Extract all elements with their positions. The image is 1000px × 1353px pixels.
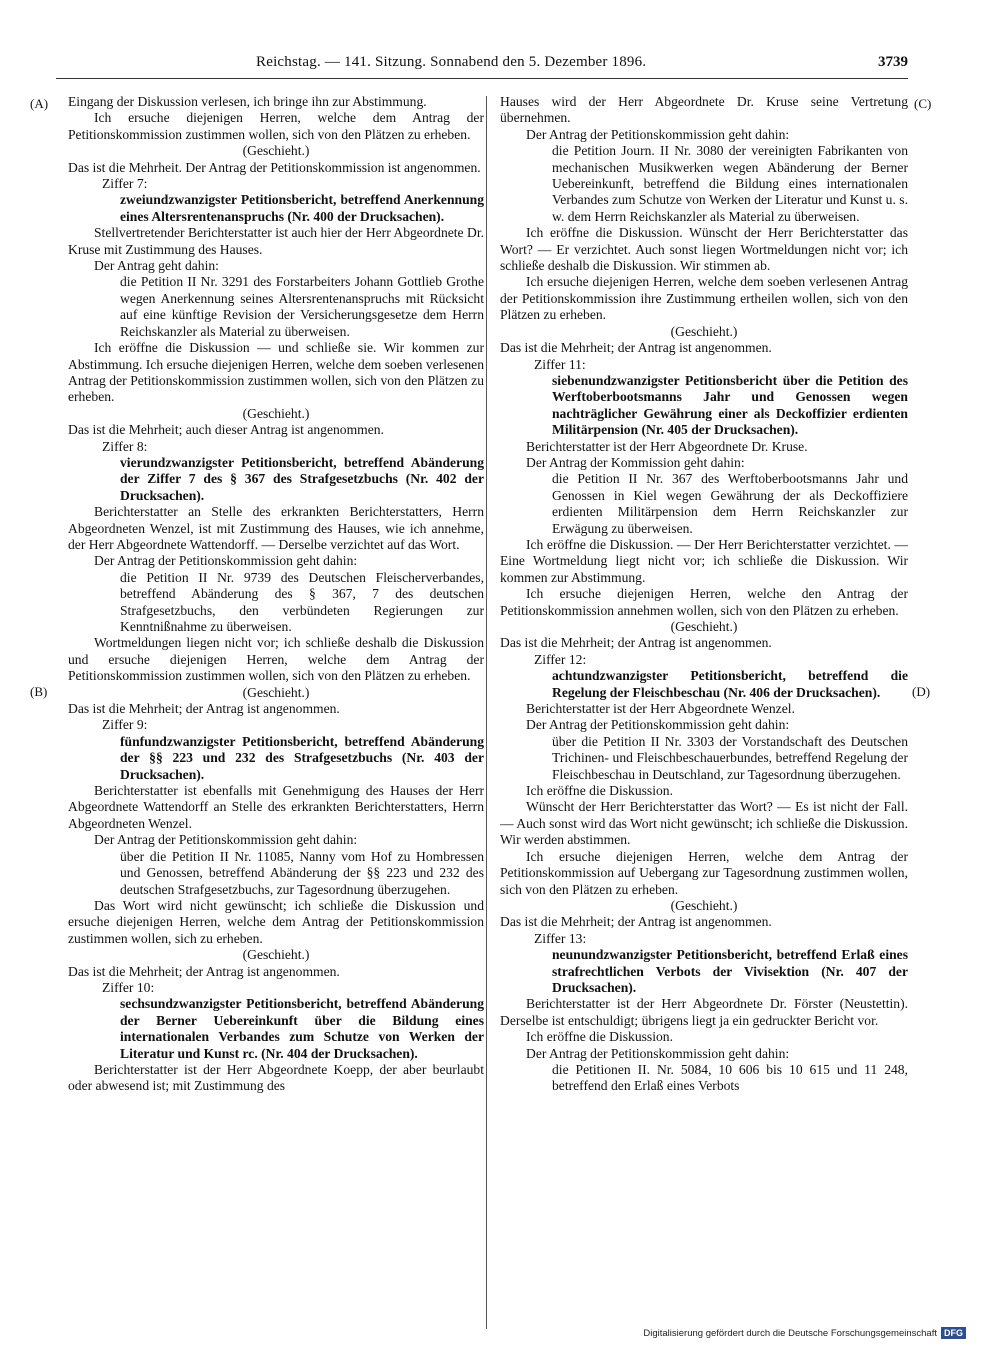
right-paragraph: die Petitionen II. Nr. 5084, 10 606 bis 10 615 und 11 248, betreffend den Erlaß eines Verbots xyxy=(552,1061,908,1094)
right-paragraph: Berichterstatter ist der Herr Abgeordnete Dr. Förster (Neustettin). Derselbe ist entschuldigt; übrigens liegt ja ein gedruckter Bericht vor. xyxy=(500,996,908,1028)
right-paragraph: die Petition II Nr. 367 des Werftoberbootsmanns Jahr und Genossen in Kiel wegen Gewährung der als Deckoffiziere erdienten Militärpension dem Herrn Reichskanzler zur Erwägung zu überweisen. xyxy=(552,471,908,536)
right-column xyxy=(500,94,908,1095)
left-paragraph: die Petition II Nr. 3291 des Forstarbeiters Johann Gottlieb Grothe wegen Anerkennung seines Altersrentenanspruchs mit Rücksicht auf eine künftige Revision der Versicherungsgesetze dem Herrn Reichskanzler als Material zu überweisen. xyxy=(120,274,484,339)
left-paragraph: (Geschieht.) xyxy=(242,405,310,421)
margin-marker-b: (B) xyxy=(30,684,48,699)
left-paragraph: fünfundzwanzigster Petitionsbericht, betreffend Abänderung der §§ 223 und 232 des Strafgesetzbuchs (Nr. 403 der Drucksachen). xyxy=(120,733,484,782)
left-paragraph: Das ist die Mehrheit. Der Antrag der Petitionskommission ist angenommen. xyxy=(68,159,481,175)
right-paragraph: Der Antrag der Petitionskommission geht dahin: xyxy=(526,717,790,733)
right-paragraph: die Petition Journ. II Nr. 3080 der vereinigten Fabrikanten von mechanischen Musikwerken wegen Abänderung der Berner Uebereinkunft, betreffend die Bildung eines internationalen Verbandes zum Schutze von Werken der Literatur und Kunst u. s. w. dem Herrn Reichskanzler als Material zu überweisen. xyxy=(552,143,908,224)
left-paragraph: vierundzwanzigster Petitionsbericht, betreffend Abänderung der Ziffer 7 des § 367 des Strafgesetzbuchs (Nr. 402 der Drucksachen). xyxy=(120,454,484,503)
right-paragraph: Ich eröffne die Diskussion. Wünscht der Herr Berichterstatter das Wort? — Er verzichtet. Auch sonst liegen Wortmeldungen nicht vor; ich schließe deshalb die Diskussion. Wir stimmen ab. xyxy=(500,225,908,274)
right-paragraph: Das ist die Mehrheit; der Antrag ist angenommen. xyxy=(500,914,772,930)
right-paragraph: Ich ersuche diejenigen Herren, welche dem soeben verlesenen Antrag der Petitionskommission ihre Zustimmung ertheilen wollen, sich von den Plätzen zu erheben. xyxy=(500,274,908,323)
left-paragraph: Der Antrag geht dahin: xyxy=(94,258,219,274)
right-paragraph: (Geschieht.) xyxy=(670,323,738,339)
left-paragraph: Ziffer 9: xyxy=(102,717,148,733)
page-title: Reichstag. — 141. Sitzung. Sonnabend den 5. Dezember 1896. xyxy=(256,54,647,70)
right-paragraph: Ich eröffne die Diskussion. — Der Herr Berichterstatter verzichtet. — Eine Wortmeldung liegt nicht vor; ich schließe die Diskussion. Wir kommen zur Abstimmung. xyxy=(500,536,908,585)
left-paragraph: Der Antrag der Petitionskommission geht dahin: xyxy=(94,553,358,569)
right-paragraph: neunundzwanzigster Petitionsbericht, betreffend Erlaß eines strafrechtlichen Verbots der Vivisektion (Nr. 407 der Drucksachen). xyxy=(552,947,908,995)
left-paragraph: Ziffer 8: xyxy=(102,438,148,454)
right-paragraph: (Geschieht.) xyxy=(670,619,738,634)
right-paragraph: Der Antrag der Petitionskommission geht dahin: xyxy=(526,1045,790,1061)
left-paragraph: Das ist die Mehrheit; auch dieser Antrag ist angenommen. xyxy=(68,422,384,438)
dfg-logo: DFG xyxy=(941,1327,966,1339)
left-paragraph: Das ist die Mehrheit; der Antrag ist angenommen. xyxy=(68,701,340,717)
right-paragraph: Ich ersuche diejenigen Herren, welche den Antrag der Petitionskommission annehmen wollen, sich von den Plätzen zu erheben. xyxy=(500,586,908,618)
footer-credit xyxy=(643,1327,966,1339)
left-paragraph: Berichterstatter ist ebenfalls mit Genehmigung des Hauses der Herr Abgeordnete Wattendorff an Stelle des erkrankten Berichterstatters, Herrn Abgeordneten Wenzel. xyxy=(68,783,484,831)
left-paragraph: Das Wort wird nicht gewünscht; ich schließe die Diskussion und ersuche diejenigen Herren, welche dem Antrag der Petitionskommission zustimmen wollen, sich zu erheben. xyxy=(68,897,484,946)
right-paragraph: achtundzwanzigster Petitionsbericht, betreffend die Regelung der Fleischbeschau (Nr. 406 der Drucksachen). xyxy=(552,668,908,700)
left-paragraph: (Geschieht.) xyxy=(242,947,310,963)
margin-marker-c: (C) xyxy=(914,96,932,111)
right-paragraph: Berichterstatter ist der Herr Abgeordnete Wenzel. xyxy=(526,701,795,717)
left-paragraph: (Geschieht.) xyxy=(242,143,310,159)
left-column xyxy=(68,94,484,1095)
right-paragraph: Der Antrag der Petitionskommission geht dahin: xyxy=(526,126,790,142)
right-paragraph: Ziffer 11: xyxy=(534,356,586,372)
page-header xyxy=(56,52,908,74)
right-paragraph: Ich eröffne die Diskussion. xyxy=(526,1029,673,1045)
left-paragraph: Stellvertretender Berichterstatter ist auch hier der Herr Abgeordnete Dr. Kruse mit Zustimmung des Hauses. xyxy=(68,225,484,257)
left-paragraph: Eingang der Diskussion verlesen, ich bringe ihn zur Abstimmung. xyxy=(68,94,427,109)
left-paragraph: die Petition II Nr. 9739 des Deutschen Fleischerverbandes, betreffend Abänderung des § 367, 7 des deutschen Strafgesetzbuchs, den verbündeten Regierungen zur Kenntnißnahme zu überweisen. xyxy=(120,569,484,634)
right-paragraph: Ziffer 12: xyxy=(534,651,587,667)
page-number: 3739 xyxy=(878,54,908,70)
left-paragraph: zweiundzwanzigster Petitionsbericht, betreffend Anerkennung eines Altersrentenanspruchs (Nr. 400 der Drucksachen). xyxy=(120,192,484,224)
right-paragraph: Berichterstatter ist der Herr Abgeordnete Dr. Kruse. xyxy=(526,438,808,454)
left-paragraph: Der Antrag der Petitionskommission geht dahin: xyxy=(94,832,358,848)
right-paragraph: Ich eröffne die Diskussion. xyxy=(526,783,673,799)
header-rule xyxy=(56,78,908,79)
right-paragraph: siebenundzwanzigster Petitionsbericht über die Petition des Werftoberbootsmanns Jahr und Genossen wegen nachträglicher Gewährung einer als Deckoffizier erdienten Militärpension (Nr. 405 der Drucksachen). xyxy=(552,372,908,438)
left-paragraph: sechsundzwanzigster Petitionsbericht, betreffend Abänderung der Berner Uebereinkunft über die Bildung eines internationalen Verbandes zum Schutze von Werken der Literatur und Kunst rc. (Nr. 404 der Drucksachen). xyxy=(120,996,484,1061)
right-paragraph: Ich ersuche diejenigen Herren, welche dem Antrag der Petitionskommission auf Uebergang zur Tagesordnung zustimmen wollen, sich von den Plätzen zu erheben. xyxy=(500,848,908,897)
right-paragraph: Wünscht der Herr Berichterstatter das Wort? — Es ist nicht der Fall. — Auch sonst wird das Wort nicht gewünscht; ich schließe die Diskussion. Wir werden abstimmen. xyxy=(500,799,908,848)
left-paragraph: Das ist die Mehrheit; der Antrag ist angenommen. xyxy=(68,963,340,979)
left-paragraph: Wortmeldungen liegen nicht vor; ich schließe deshalb die Diskussion und ersuche diejenigen Herren, welche dem Antrag der Petitionskommission zustimmen wollen, sich von den Plätzen zu erheben. xyxy=(68,635,484,684)
left-paragraph: Berichterstatter ist der Herr Abgeordnete Koepp, der aber beurlaubt oder abwesend ist; mit Zustimmung des xyxy=(68,1061,484,1094)
left-paragraph: (Geschieht.) xyxy=(242,684,310,700)
margin-marker-a: (A) xyxy=(30,96,49,111)
left-paragraph: Berichterstatter an Stelle des erkrankten Berichterstatters, Herrn Abgeordneten Wenzel, ist mit Zustimmung des Hauses, wie ich annehme, der Herr Abgeordnete Wattendorff. — Derselbe verzichtet auf das Wort. xyxy=(68,504,484,552)
column-divider xyxy=(486,96,487,1329)
right-paragraph: Hauses wird der Herr Abgeordnete Dr. Kruse seine Vertretung übernehmen. xyxy=(500,94,908,126)
right-paragraph: Ziffer 13: xyxy=(534,930,587,946)
right-paragraph: Das ist die Mehrheit; der Antrag ist angenommen. xyxy=(500,635,772,651)
right-paragraph: (Geschieht.) xyxy=(670,897,738,913)
right-paragraph: über die Petition II Nr. 3303 der Vorstandschaft des Deutschen Trichinen- und Fleischbeschauerbundes, betreffend Regelung der Fleischbeschau in Deutschland, zur Tagesordnung überzugehen. xyxy=(552,733,908,782)
right-paragraph: Das ist die Mehrheit; der Antrag ist angenommen. xyxy=(500,340,772,356)
right-paragraph: Der Antrag der Kommission geht dahin: xyxy=(526,454,745,470)
left-paragraph: über die Petition II Nr. 11085, Nanny vom Hof zu Hombressen und Genossen, betreffend Abänderung der §§ 223 und 232 des deutschen Strafgesetzbuchs, zur Tagesordnung überzugehen. xyxy=(120,848,484,897)
footer-text: Digitalisierung gefördert durch die Deutsche Forschungsgemeinschaft xyxy=(643,1327,937,1339)
margin-marker-d: (D) xyxy=(912,684,931,699)
left-paragraph: Ziffer 10: xyxy=(102,979,155,995)
left-paragraph: Ziffer 7: xyxy=(102,176,148,192)
left-paragraph: Ich ersuche diejenigen Herren, welche dem Antrag der Petitionskommission zustimmen wollen, sich von den Plätzen zu erheben. xyxy=(68,110,484,142)
left-paragraph: Ich eröffne die Diskussion — und schließe sie. Wir kommen zur Abstimmung. Ich ersuche diejenigen Herren, welche dem soeben verlesenen Antrag der Petitionskommission zustimmen wollen, sich von den Plätzen zu erheben. xyxy=(68,340,484,405)
